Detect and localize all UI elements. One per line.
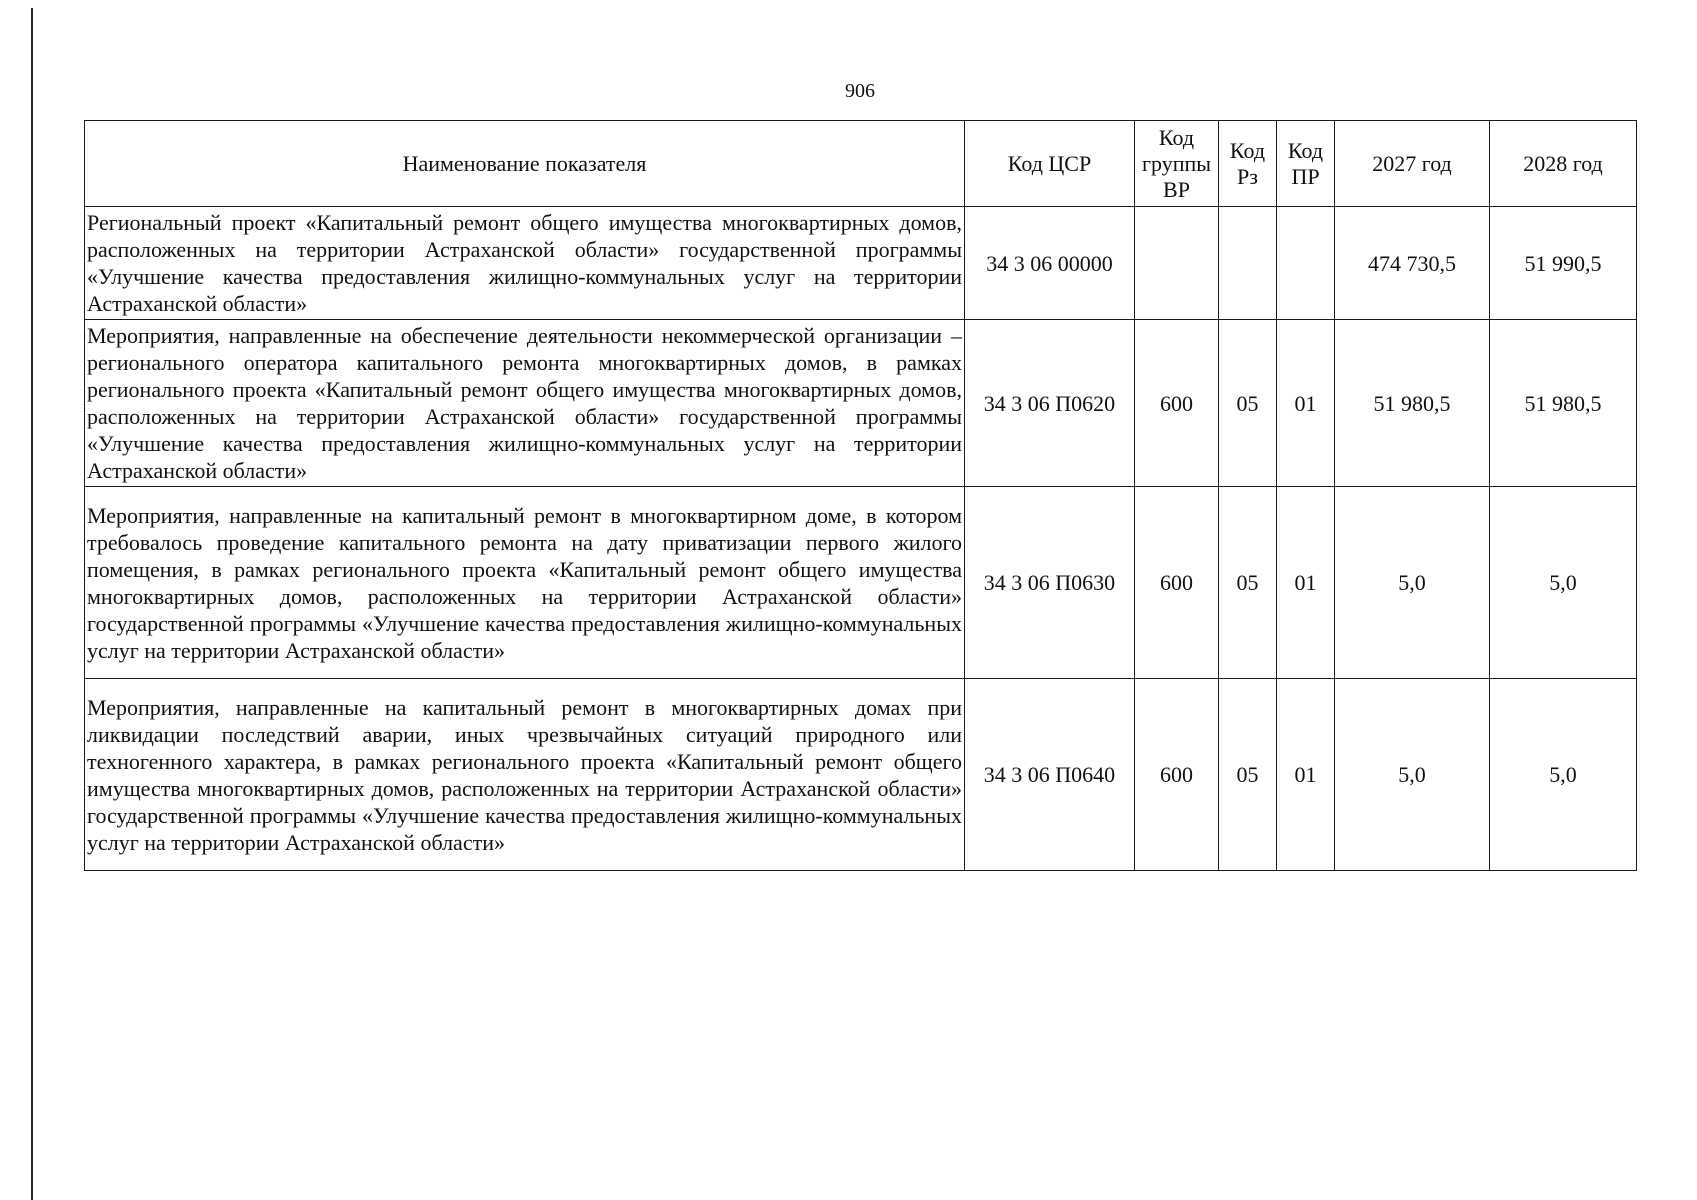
row-value-2027: 51 980,5: [1335, 320, 1490, 487]
row-pr-code: 01: [1277, 320, 1335, 487]
row-vr-code: 600: [1135, 320, 1219, 487]
page-margin-rule: [31, 8, 33, 1200]
row-value-2027: 474 730,5: [1335, 207, 1490, 320]
table-row: [85, 679, 1637, 871]
table-row: [85, 487, 1637, 679]
row-vr-code: 600: [1135, 679, 1219, 871]
header-name: Наименование показателя: [85, 121, 965, 207]
row-rz-code: 05: [1219, 320, 1277, 487]
row-vr-code: [1135, 207, 1219, 320]
table-header-row: [85, 121, 1637, 207]
row-rz-code: 05: [1219, 487, 1277, 679]
row-csr-code: 34 3 06 П0630: [965, 487, 1135, 679]
header-year-2028: 2028 год: [1490, 121, 1637, 207]
header-year-2027: 2027 год: [1335, 121, 1490, 207]
row-csr-code: 34 3 06 00000: [965, 207, 1135, 320]
row-pr-code: [1277, 207, 1335, 320]
row-pr-code: 01: [1277, 487, 1335, 679]
header-rz-code: Код Рз: [1219, 121, 1277, 207]
row-csr-code: 34 3 06 П0640: [965, 679, 1135, 871]
row-name: Мероприятия, направленные на капитальный ремонт в многоквартирных домах при ликвидации последствий аварии, иных чрезвычайных ситуаций природного или техногенного характера, в рамках регионального проекта «Капитальный ремонт общего имущества многоквартирных домов, расположенных на территории Астраханской области» государственной программы «Улучшение качества предоставления жилищно-коммунальных услуг на территории Астраханской области»: [85, 679, 965, 871]
row-pr-code: 01: [1277, 679, 1335, 871]
row-name: Мероприятия, направленные на обеспечение деятельности некоммерческой организации – регионального оператора капитального ремонта многоквартирных домов, в рамках регионального проекта «Капитальный ремонт общего имущества многоквартирных домов, расположенных на территории Астраханской области» государственной программы «Улучшение качества предоставления жилищно-коммунальных услуг на территории Астраханской области»: [85, 320, 965, 487]
row-value-2028: 5,0: [1490, 679, 1637, 871]
row-value-2027: 5,0: [1335, 487, 1490, 679]
row-value-2028: 51 990,5: [1490, 207, 1637, 320]
row-name: Мероприятия, направленные на капитальный ремонт в многоквартирном доме, в котором требовалось проведение капитального ремонта на дату приватизации первого жилого помещения, в рамках регионального проекта «Капитальный ремонт общего имущества многоквартирных домов, расположенных на территории Астраханской области» государственной программы «Улучшение качества предоставления жилищно-коммунальных услуг на территории Астраханской области»: [85, 487, 965, 679]
table-row: [85, 320, 1637, 487]
row-csr-code: 34 3 06 П0620: [965, 320, 1135, 487]
row-value-2028: 5,0: [1490, 487, 1637, 679]
page-number: 906: [845, 80, 875, 102]
row-value-2028: 51 980,5: [1490, 320, 1637, 487]
table-row: [85, 207, 1637, 320]
budget-table: [84, 120, 1637, 871]
header-vr-code: Код группы ВР: [1135, 121, 1219, 207]
row-rz-code: 05: [1219, 679, 1277, 871]
row-rz-code: [1219, 207, 1277, 320]
row-vr-code: 600: [1135, 487, 1219, 679]
header-pr-code: Код ПР: [1277, 121, 1335, 207]
row-name: Региональный проект «Капитальный ремонт общего имущества многоквартирных домов, расположенных на территории Астраханской области» государственной программы «Улучшение качества предоставления жилищно-коммунальных услуг на территории Астраханской области»: [85, 207, 965, 320]
row-value-2027: 5,0: [1335, 679, 1490, 871]
header-csr-code: Код ЦСР: [965, 121, 1135, 207]
